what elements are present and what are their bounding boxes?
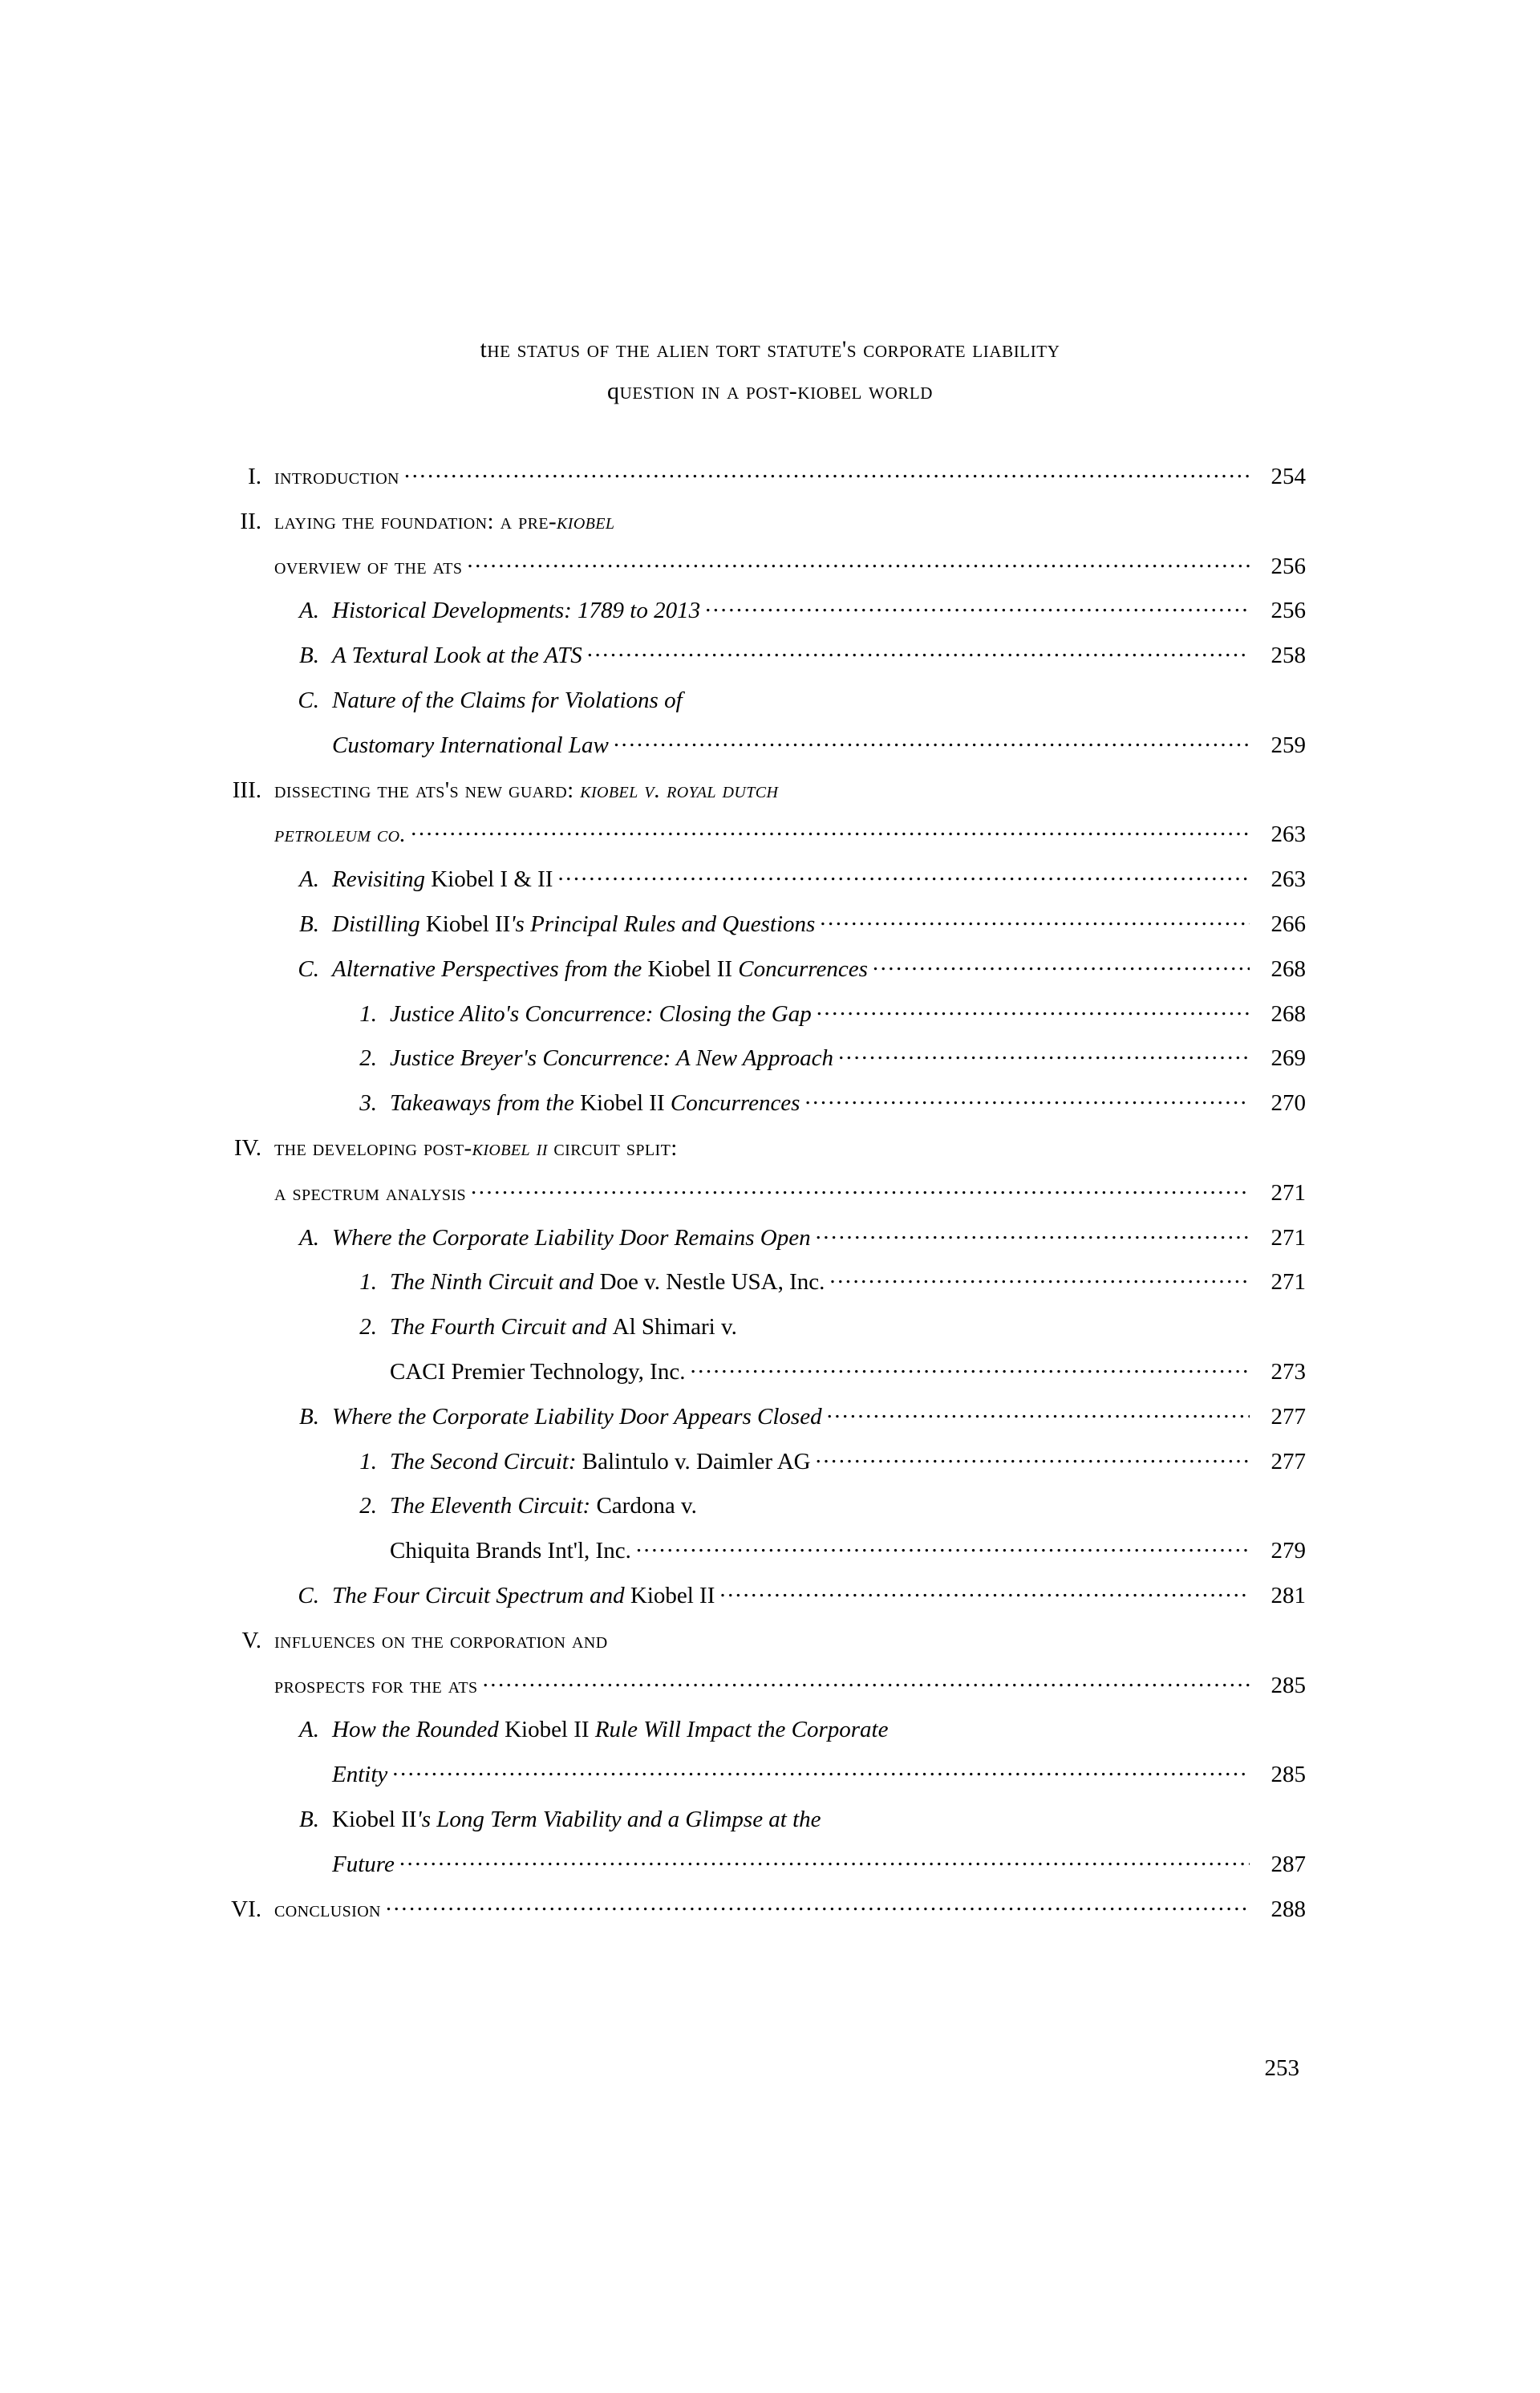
toc-entry-text: [332, 687, 683, 714]
toc-text-segment: Alternative Perspectives from the: [332, 955, 648, 982]
toc-entry-text: [274, 1628, 608, 1654]
toc-text-segment: Historical Developments: 1789 to 2013: [332, 598, 701, 624]
toc-entry[interactable]: [199, 1222, 1306, 1267]
toc-page-number[interactable]: 277: [1270, 1448, 1306, 1474]
toc-dot-leader: [826, 1803, 1250, 1827]
toc-entry-text: [332, 598, 700, 624]
toc-text-segment: Kiobel II: [647, 955, 733, 982]
toc-dot-leader: [719, 1580, 1250, 1603]
toc-entry-text: [274, 1673, 478, 1699]
toc-page-number[interactable]: 277: [1270, 1403, 1306, 1430]
toc-dot-leader: [893, 1714, 1250, 1737]
toc-text-segment: overview of the ats: [274, 553, 463, 579]
toc-dot-leader: [587, 639, 1250, 663]
toc-text-segment: The Eleventh Circuit:: [390, 1493, 597, 1519]
toc-page-number[interactable]: 263: [1270, 866, 1306, 893]
toc-page-number[interactable]: 254: [1270, 464, 1306, 489]
toc-dot-leader: [467, 550, 1250, 574]
toc-dot-leader: [829, 1266, 1250, 1289]
toc-dot-leader: [742, 1311, 1250, 1334]
toc-dot-leader: [820, 908, 1250, 931]
toc-dot-leader: [636, 1535, 1250, 1558]
toc-text-segment: prospects for the ats: [274, 1672, 478, 1698]
article-title-line-2: question in a post-kiobel world: [606, 378, 934, 404]
toc-text-segment: Where the Corporate Liability Door Remains Open: [332, 1224, 811, 1251]
toc-entry[interactable]: [199, 594, 1306, 639]
toc-text-segment: petroleum co.: [274, 821, 407, 848]
toc-text-segment: Kiobel II: [630, 1582, 715, 1608]
toc-dot-leader: [483, 1669, 1250, 1693]
toc-entry-text: [274, 509, 614, 535]
toc-entry[interactable]: [199, 1848, 1306, 1893]
toc-entry-marker: B.: [299, 1403, 319, 1430]
toc-entry[interactable]: [199, 953, 1306, 998]
toc-text-segment: Doe v. Nestle USA, Inc.: [599, 1269, 825, 1296]
article-title-line-1: the status of the alien tort statute's corporate liability: [480, 336, 1060, 363]
toc-page-number[interactable]: 271: [1270, 1179, 1306, 1206]
toc-dot-leader: [827, 1401, 1250, 1424]
toc-text-segment: Revisiting: [332, 866, 432, 893]
toc-entry-marker: 1.: [359, 1000, 377, 1027]
toc-entry-marker: B.: [299, 1806, 319, 1832]
toc-text-segment: dissecting the ats's new guard:: [274, 777, 581, 803]
toc-text-segment: Customary International Law: [332, 732, 609, 758]
toc-entry-text: [390, 1359, 685, 1385]
toc-dot-leader: [411, 818, 1250, 842]
toc-text-segment: a spectrum analysis: [274, 1179, 467, 1206]
toc-page-number[interactable]: 258: [1270, 643, 1306, 669]
toc-entry-marker: VI.: [231, 1896, 261, 1922]
toc-entry-text: [332, 956, 868, 983]
toc-entry-marker: A.: [299, 598, 319, 624]
toc-dot-leader: [783, 774, 1250, 797]
toc-text-segment: introduction: [274, 464, 399, 489]
toc-text-segment: kiobel: [557, 508, 615, 534]
toc-entry-text: [274, 1896, 381, 1923]
toc-entry-marker: A.: [299, 1224, 319, 1251]
toc-entry-text: [390, 1538, 631, 1564]
toc-entry-marker: 2.: [359, 1493, 377, 1519]
toc-entry[interactable]: [199, 505, 1306, 550]
toc-text-segment: laying the foundation: a pre-: [274, 508, 557, 534]
toc-dot-leader: [557, 863, 1250, 886]
toc-entry-text: [274, 821, 406, 848]
toc-text-segment: The Fourth Circuit and: [390, 1314, 613, 1340]
toc-entry-text: [332, 911, 815, 938]
toc-text-segment: Nature of the Claims for Violations of: [332, 687, 683, 713]
toc-entry-text: [390, 1045, 833, 1072]
toc-dot-leader: [873, 953, 1250, 976]
toc-entry[interactable]: [199, 1893, 1306, 1938]
toc-entry-marker: 3.: [359, 1090, 377, 1117]
toc-text-segment: 's Principal Rules and Questions: [510, 911, 816, 937]
toc-entry-text: [332, 1762, 387, 1788]
toc-page-number[interactable]: 279: [1270, 1538, 1306, 1564]
toc-entry-text: [332, 866, 553, 893]
toc-entry-text: [390, 1449, 811, 1475]
toc-entry-text: [390, 1001, 812, 1028]
toc-dot-leader: [619, 505, 1250, 529]
toc-entry[interactable]: [199, 1177, 1306, 1222]
toc-entry-text: [332, 643, 582, 669]
toc-entry-marker: V.: [241, 1627, 261, 1653]
toc-entry[interactable]: [199, 1266, 1306, 1311]
toc-dot-leader: [683, 1132, 1250, 1155]
toc-page-number[interactable]: 256: [1270, 553, 1306, 579]
toc-entry-text: [390, 1314, 737, 1340]
toc-text-segment: Justice Breyer's Concurrence: A New Approach: [390, 1045, 834, 1072]
toc-entry-text: [332, 1807, 821, 1833]
toc-entry[interactable]: [199, 1669, 1306, 1714]
toc-entry-marker: 1.: [359, 1448, 377, 1474]
toc-text-segment: Al Shimari v.: [612, 1314, 737, 1340]
toc-page-number[interactable]: 271: [1270, 1269, 1306, 1296]
toc-page-number[interactable]: 270: [1270, 1090, 1306, 1117]
toc-text-segment: The Second Circuit:: [390, 1448, 582, 1474]
toc-entry-text: [332, 1717, 888, 1743]
toc-dot-leader: [399, 1848, 1250, 1872]
toc-text-segment: the developing post-: [274, 1134, 472, 1161]
toc-dot-leader: [392, 1758, 1250, 1782]
toc-text-segment: Kiobel I & II: [431, 866, 553, 893]
toc-entry[interactable]: [199, 998, 1306, 1043]
toc-page-number[interactable]: 268: [1270, 955, 1306, 982]
toc-text-segment: Concurrences: [732, 955, 868, 982]
toc-page-number[interactable]: 273: [1270, 1358, 1306, 1385]
toc-entry[interactable]: [199, 639, 1306, 684]
toc-page-number[interactable]: 288: [1270, 1896, 1306, 1922]
toc-entry[interactable]: [199, 1311, 1306, 1356]
toc-entry-marker: A.: [299, 1717, 319, 1743]
toc-text-segment: kiobel v. royal dutch: [580, 777, 779, 803]
toc-entry-text: [390, 1269, 825, 1296]
toc-text-segment: 's Long Term Viability and a Glimpse at the: [416, 1806, 821, 1832]
toc-entry[interactable]: [199, 1758, 1306, 1803]
toc-entry-text: [390, 1493, 697, 1519]
toc-dot-leader: [816, 1446, 1250, 1469]
toc-text-segment: Kiobel II: [425, 911, 511, 937]
toc-dot-leader: [687, 684, 1250, 708]
toc-entry[interactable]: [199, 1624, 1306, 1669]
toc-entry[interactable]: [199, 1042, 1306, 1087]
toc-text-segment: Takeaways from the: [390, 1090, 581, 1117]
toc-text-segment: Concurrences: [664, 1090, 800, 1117]
toc-entry-text: [274, 1135, 678, 1162]
toc-entry-marker: C.: [298, 955, 319, 982]
toc-page-number[interactable]: 263: [1270, 821, 1306, 848]
toc-entry[interactable]: [199, 1580, 1306, 1624]
toc-entry[interactable]: [199, 774, 1306, 819]
toc-dot-leader: [838, 1042, 1250, 1065]
toc-entry[interactable]: [199, 1356, 1306, 1401]
toc-entry[interactable]: [199, 1490, 1306, 1535]
toc-entry[interactable]: [199, 818, 1306, 863]
toc-text-segment: A Textural Look at the ATS: [332, 643, 582, 669]
toc-text-segment: Justice Alito's Concurrence: Closing the Gap: [390, 1000, 812, 1027]
toc-entry-marker: II.: [240, 508, 261, 534]
toc-entry-marker: 2.: [359, 1314, 377, 1340]
toc-text-segment: Kiobel II: [580, 1090, 665, 1117]
toc-page-number[interactable]: 268: [1270, 1000, 1306, 1027]
toc-dot-leader: [613, 1624, 1250, 1648]
toc-text-segment: Cardona v.: [596, 1493, 697, 1519]
toc-entry[interactable]: [199, 863, 1306, 908]
toc-entry-text: [274, 554, 462, 580]
toc-entry-marker: A.: [299, 866, 319, 893]
toc-text-segment: Balintulo v. Daimler AG: [582, 1448, 811, 1474]
toc-entry-marker: 1.: [359, 1269, 377, 1296]
toc-page-number[interactable]: 259: [1270, 732, 1306, 758]
toc-entry[interactable]: [199, 729, 1306, 774]
toc-page-number[interactable]: 287: [1270, 1851, 1306, 1877]
toc-text-segment: Entity: [332, 1762, 388, 1788]
toc-page-number[interactable]: 281: [1270, 1582, 1306, 1608]
toc-dot-leader: [386, 1893, 1250, 1916]
toc-dot-leader: [804, 1087, 1250, 1110]
table-of-contents: [199, 460, 1306, 1937]
toc-entry[interactable]: [199, 684, 1306, 729]
toc-entry-marker: C.: [298, 687, 319, 713]
toc-text-segment: conclusion: [274, 1896, 381, 1922]
toc-entry-marker: 2.: [359, 1045, 377, 1072]
toc-dot-leader: [471, 1177, 1250, 1200]
toc-entry[interactable]: [199, 1535, 1306, 1580]
toc-dot-leader: [816, 1222, 1250, 1245]
toc-text-segment: kiobel ii: [472, 1134, 548, 1161]
toc-entry-marker: I.: [248, 464, 261, 489]
toc-entry-text: [332, 1225, 811, 1251]
toc-page-number[interactable]: 266: [1270, 911, 1306, 937]
toc-page-number[interactable]: 269: [1270, 1045, 1306, 1072]
page-number-folio: 253: [1264, 2055, 1299, 2081]
toc-entry[interactable]: [199, 1401, 1306, 1446]
toc-page-number[interactable]: 271: [1270, 1224, 1306, 1251]
toc-entry-text: [274, 464, 399, 490]
toc-dot-leader: [404, 460, 1250, 484]
toc-entry-text: [274, 1180, 466, 1207]
toc-text-segment: Distilling: [332, 911, 426, 937]
toc-text-segment: How the Rounded: [332, 1717, 505, 1743]
toc-dot-leader: [702, 1490, 1250, 1513]
toc-entry-marker: B.: [299, 911, 319, 937]
toc-text-segment: Chiquita Brands Int'l, Inc.: [390, 1538, 631, 1564]
toc-text-segment: Rule Will Impact the Corporate: [589, 1717, 889, 1743]
toc-text-segment: circuit split:: [547, 1134, 678, 1161]
toc-entry-text: [390, 1090, 800, 1117]
toc-entry-text: [332, 1404, 822, 1430]
toc-entry-marker: B.: [299, 643, 319, 669]
toc-text-segment: The Four Circuit Spectrum and: [332, 1582, 630, 1608]
toc-entry-text: [332, 732, 609, 759]
toc-dot-leader: [690, 1356, 1250, 1379]
toc-entry[interactable]: [199, 1446, 1306, 1491]
toc-page-number[interactable]: 285: [1270, 1672, 1306, 1698]
toc-entry[interactable]: [199, 550, 1306, 595]
toc-page-number[interactable]: 256: [1270, 598, 1306, 624]
toc-text-segment: Future: [332, 1851, 395, 1877]
toc-entry[interactable]: [199, 1803, 1306, 1848]
toc-dot-leader: [705, 594, 1250, 618]
toc-text-segment: CACI Premier Technology, Inc.: [390, 1358, 686, 1385]
toc-text-segment: Kiobel II: [505, 1717, 590, 1743]
toc-entry-text: [332, 1852, 395, 1878]
article-title: [225, 329, 1315, 412]
toc-entry[interactable]: [199, 1087, 1306, 1132]
toc-entry[interactable]: [199, 1714, 1306, 1758]
toc-text-segment: Kiobel II: [332, 1806, 417, 1832]
toc-dot-leader: [817, 998, 1250, 1021]
toc-entry[interactable]: [199, 908, 1306, 953]
toc-entry[interactable]: [199, 1132, 1306, 1177]
toc-entry-text: [274, 777, 778, 804]
toc-page-number[interactable]: 285: [1270, 1762, 1306, 1788]
toc-entry-marker: IV.: [233, 1134, 261, 1161]
toc-dot-leader: [614, 729, 1250, 752]
toc-entry[interactable]: [199, 460, 1306, 505]
toc-text-segment: Where the Corporate Liability Door Appears Closed: [332, 1403, 822, 1430]
toc-entry-text: [332, 1583, 715, 1609]
toc-entry-marker: III.: [232, 777, 261, 803]
toc-text-segment: The Ninth Circuit and: [390, 1269, 600, 1296]
toc-text-segment: influences on the corporation and: [274, 1627, 608, 1653]
toc-entry-marker: C.: [298, 1582, 319, 1608]
